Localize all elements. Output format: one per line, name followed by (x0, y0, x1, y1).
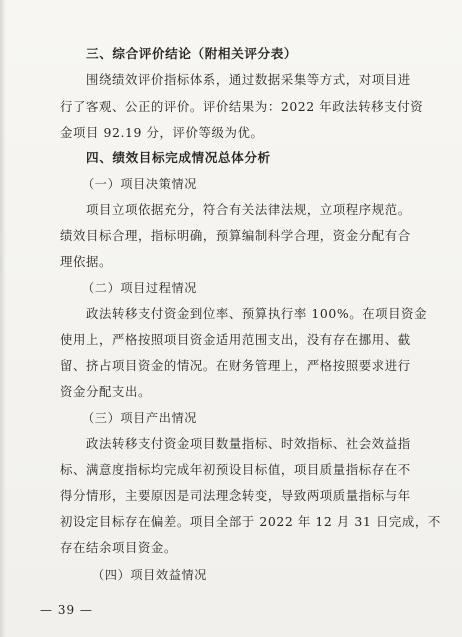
page-number: — 39 — (40, 603, 93, 617)
section-4-1-paragraph-line-1: 项目立项依据充分，符合有关法律法规，立项程序规范。 (86, 202, 411, 217)
section-4-2-heading: （二）项目过程情况 (82, 281, 198, 295)
section-4-3-heading: （三）项目产出情况 (82, 411, 198, 425)
section-4-3-paragraph-line-4: 初设定目标存在偏差。项目全部于 2022 年 12 月 31 日完成，不 (60, 514, 441, 529)
section-3-heading: 三、综合评价结论（附相关评分表） (86, 46, 298, 61)
section-4-3-paragraph-line-5: 存在结余项目资金。 (60, 540, 177, 555)
section-4-2-paragraph-line-2: 使用上，严格按照项目资金适用范围支出，没有存在挪用、截 (60, 332, 411, 347)
section-4-1-heading: （一）项目决策情况 (82, 177, 198, 191)
section-3-paragraph-line-2: 行了客观、公正的评价。评价结果为：2022 年政法转移支付资 (60, 99, 424, 114)
section-4-2-paragraph-line-1: 政法转移支付资金到位率、预算执行率 100%。在项目资金 (86, 306, 428, 321)
page-edge-shadow (0, 0, 6, 637)
section-4-1-paragraph-line-3: 理依据。 (60, 254, 112, 269)
section-4-2-paragraph-line-3: 留、挤占项目资金的情况。在财务管理上，严格按照要求进行 (60, 358, 411, 373)
section-4-heading: 四、绩效目标完成情况总体分析 (86, 150, 271, 165)
section-3-paragraph-line-1: 围绕绩效评价指标体系，通过数据采集等方式，对项目进 (86, 72, 411, 87)
section-4-2-paragraph-line-4: 资金分配支出。 (60, 384, 151, 399)
section-4-4-heading: （四）项目效益情况 (92, 568, 208, 582)
section-4-3-paragraph-line-1: 政法转移支付资金项目数量指标、时效指标、社会效益指 (86, 436, 411, 451)
section-4-3-paragraph-line-3: 得分情形，主要原因是司法理念转变，导致两项质量指标与年 (60, 488, 411, 503)
section-4-1-paragraph-line-2: 绩效目标合理，指标明确，预算编制科学合理，资金分配有合 (60, 228, 411, 243)
section-4-3-paragraph-line-2: 标、满意度指标均完成年初预设目标值，项目质量指标存在不 (60, 462, 411, 477)
section-3-paragraph-line-3: 金项目 92.19 分，评价等级为优。 (60, 125, 264, 140)
